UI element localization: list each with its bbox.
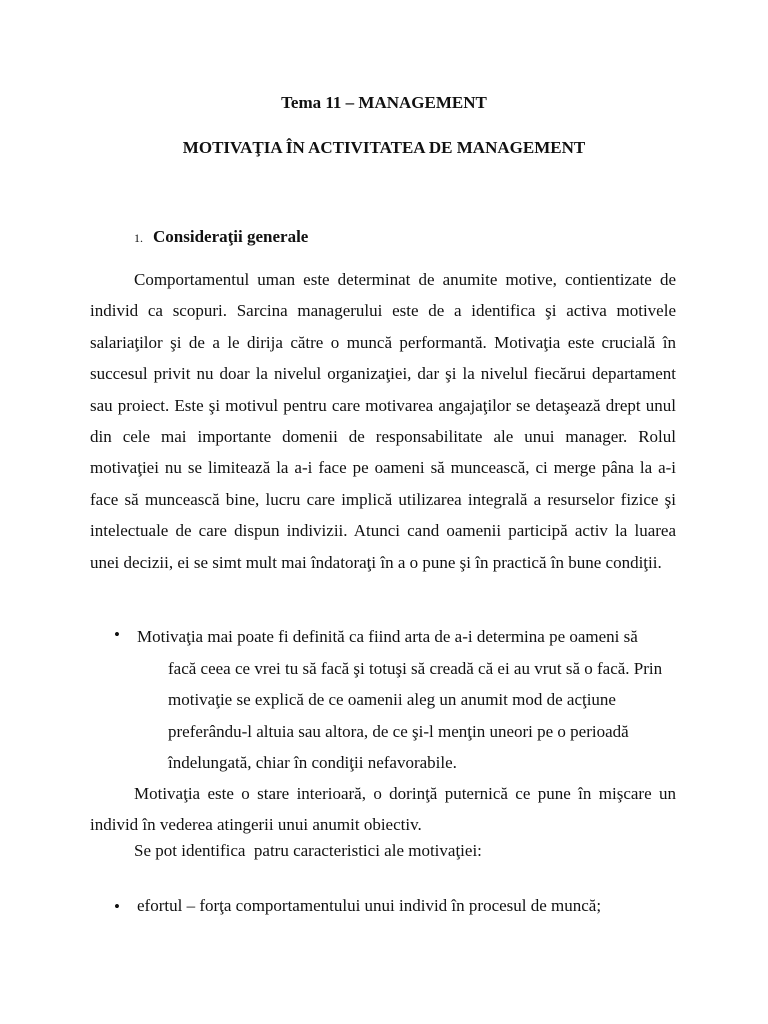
document-subtitle: MOTIVAŢIA ÎN ACTIVITATEA DE MANAGEMENT [182,138,586,157]
bullet-item-2: efortul – forţa comportamentului unui individ în procesul de muncă; [137,896,602,915]
section-heading [134,227,308,247]
paragraph-3: Se pot identifica patru caracteristici ale motivaţiei: [134,841,482,860]
paragraph-1: Comportamentul uman este determinat de anumite motive, contientizate de individ ca scopuri. Sarcina managerului este de a identifica şi activa motivele salariaţilor şi de a le dirija către o muncă performantă. Motivaţia este crucială în succesul privit nu doar la nivelul organizaţiei, dar şi la nivelul fiecărui departament sau proiect. Este şi motivul pentru care motivarea angajaţilor se detaşează drept unul din cele mai importante domenii de responsabilitate ale unui manager. Rolul motivaţiei nu se limitează la a-i face pe oameni să muncească, ci merge pâna la a-i face să muncească bine, lucru care implică utilizarea integrală a resurselor fizice şi intelectuale de care dispun indivizii. Atunci cand oamenii participă activ la luarea unei decizii, ei se simt mult mai îndatoraţi în a o pune şi în practică în bune condiţii. [90,270,676,572]
bullet-icon: • [114,625,120,644]
bullet-item-1-continuation: facă ceea ce vrei tu să facă şi totuşi să creadă că ei au vrut să o facă. Prin motivaţie se explică de ce oamenii aleg un anumit mod de acţiune preferându-l altuia sau altora, de ce şi-l menţin uneori pe o perioadă îndelungată, chiar în condiţii nefavorabile. [168,658,663,772]
document-title: Tema 11 – MANAGEMENT [281,93,487,112]
section-title: Consideraţii generale [153,227,309,246]
bullet-icon: • [114,897,120,916]
paragraph-2: Motivaţia este o stare interioară, o dorinţă puternică ce pune în mişcare un individ în vederea atingerii unui anumit obiectiv. [90,784,676,835]
bullet-item-1 [137,621,677,779]
section-number: 1. [134,231,143,245]
bullet-item-1-line1: Motivaţia mai poate fi definită ca fiind arta de a-i determina pe oameni să [137,627,638,646]
